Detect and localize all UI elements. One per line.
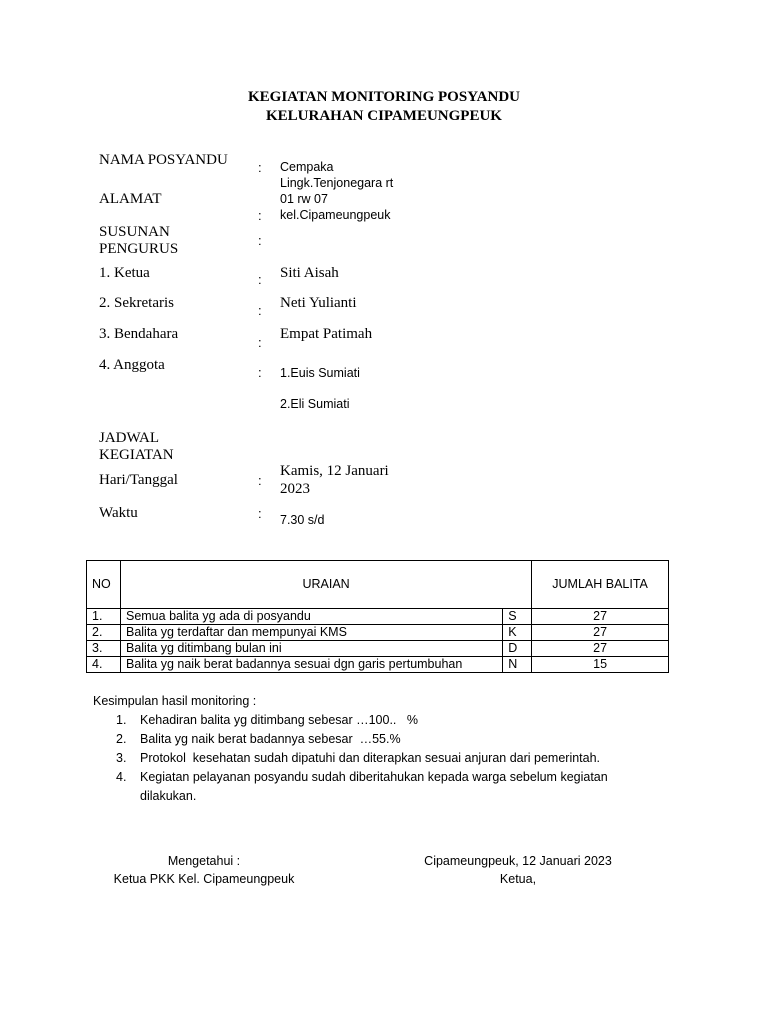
document-title-line1: KEGIATAN MONITORING POSYANDU [248,89,520,105]
row-code: S [503,609,532,625]
signature-left-line2: Ketua PKK Kel. Cipameungpeuk [113,872,295,886]
jadwal-kegiatan-label-line1: JADWAL [99,430,159,446]
ketua-label: 1. Ketua [99,265,150,281]
conclusion-item-text: Kehadiran balita yg ditimbang sebesar …100.. % [140,713,418,727]
waktu-label: Waktu [99,505,138,521]
row-no: 3. [87,641,121,657]
row-uraian: Balita yg ditimbang bulan ini [120,641,502,657]
signature-right-line2: Ketua, [499,872,537,886]
alamat-value-line1: Lingk.Tenjonegara rt [280,176,394,190]
row-code: N [503,657,532,673]
header-jumlah-balita: JUMLAH BALITA [532,561,669,609]
anggota-value-2: 2.Eli Sumiati [280,397,350,411]
conclusion-item-text-continued: dilakukan. [140,789,197,803]
conclusion-item-number: 3. [116,751,127,765]
colon: : [258,160,262,175]
nama-posyandu-label: NAMA POSYANDU [99,152,228,168]
colon: : [258,272,262,287]
susunan-pengurus-label-line2: PENGURUS [99,241,179,257]
document-title-line2: KELURAHAN CIPAMEUNGPEUK [266,108,502,124]
hari-tanggal-value-line1: Kamis, 12 Januari [280,463,389,479]
row-jumlah: 27 [532,625,669,641]
alamat-label: ALAMAT [99,191,162,207]
row-uraian: Balita yg naik berat badannya sesuai dgn garis pertumbuhan [120,657,502,673]
jadwal-kegiatan-label-line2: KEGIATAN [99,447,174,463]
table-row [87,657,669,673]
header-uraian: URAIAN [120,561,531,609]
conclusion-item-text: Balita yg naik berat badannya sebesar …55.% [140,732,401,746]
anggota-label: 4. Anggota [99,357,165,373]
signature-right-line1: Cipameungpeuk, 12 Januari 2023 [424,854,612,868]
table-header-row [87,561,669,609]
signature-left-line1: Mengetahui : [167,854,241,868]
table-row [87,609,669,625]
hari-tanggal-label: Hari/Tanggal [99,472,178,488]
table-row [87,641,669,657]
table-row [87,625,669,641]
row-jumlah: 27 [532,609,669,625]
sekretaris-label: 2. Sekretaris [99,295,174,311]
colon: : [258,303,262,318]
hari-tanggal-value-line2: 2023 [280,481,310,497]
conclusion-item-number: 1. [116,713,127,727]
alamat-value-line2: 01 rw 07 [280,192,328,206]
monitoring-table [86,560,669,673]
row-no: 4. [87,657,121,673]
colon: : [258,473,262,488]
conclusion-item [0,730,768,750]
conclusion-heading: Kesimpulan hasil monitoring : [93,694,257,708]
conclusion-item-text: Kegiatan pelayanan posyandu sudah diberitahukan kepada warga sebelum kegiatan [140,770,608,784]
waktu-value: 7.30 s/d [280,513,325,527]
alamat-value-line3: kel.Cipameungpeuk [280,208,391,222]
colon: : [258,335,262,350]
anggota-value-1: 1.Euis Sumiati [280,366,360,380]
conclusion-item [0,749,768,769]
row-jumlah: 27 [532,641,669,657]
colon: : [258,233,262,248]
row-jumlah: 15 [532,657,669,673]
row-no: 2. [87,625,121,641]
conclusion-item [0,711,768,731]
colon: : [258,506,262,521]
conclusion-item-number: 4. [116,770,127,784]
susunan-pengurus-label-line1: SUSUNAN [99,224,170,240]
row-code: D [503,641,532,657]
row-uraian: Semua balita yg ada di posyandu [120,609,502,625]
row-code: K [503,625,532,641]
ketua-value: Siti Aisah [280,265,339,281]
conclusion-item-text: Protokol kesehatan sudah dipatuhi dan diterapkan sesuai anjuran dari pemerintah. [140,751,601,765]
conclusion-item-number: 2. [116,732,127,746]
sekretaris-value: Neti Yulianti [280,295,357,311]
colon: : [258,365,262,380]
colon: : [258,208,262,223]
row-uraian: Balita yg terdaftar dan mempunyai KMS [120,625,502,641]
header-no: NO [87,561,121,609]
bendahara-value: Empat Patimah [280,326,373,342]
row-no: 1. [87,609,121,625]
nama-posyandu-value: Cempaka [280,160,334,174]
bendahara-label: 3. Bendahara [99,326,179,342]
conclusion-item [0,768,768,808]
